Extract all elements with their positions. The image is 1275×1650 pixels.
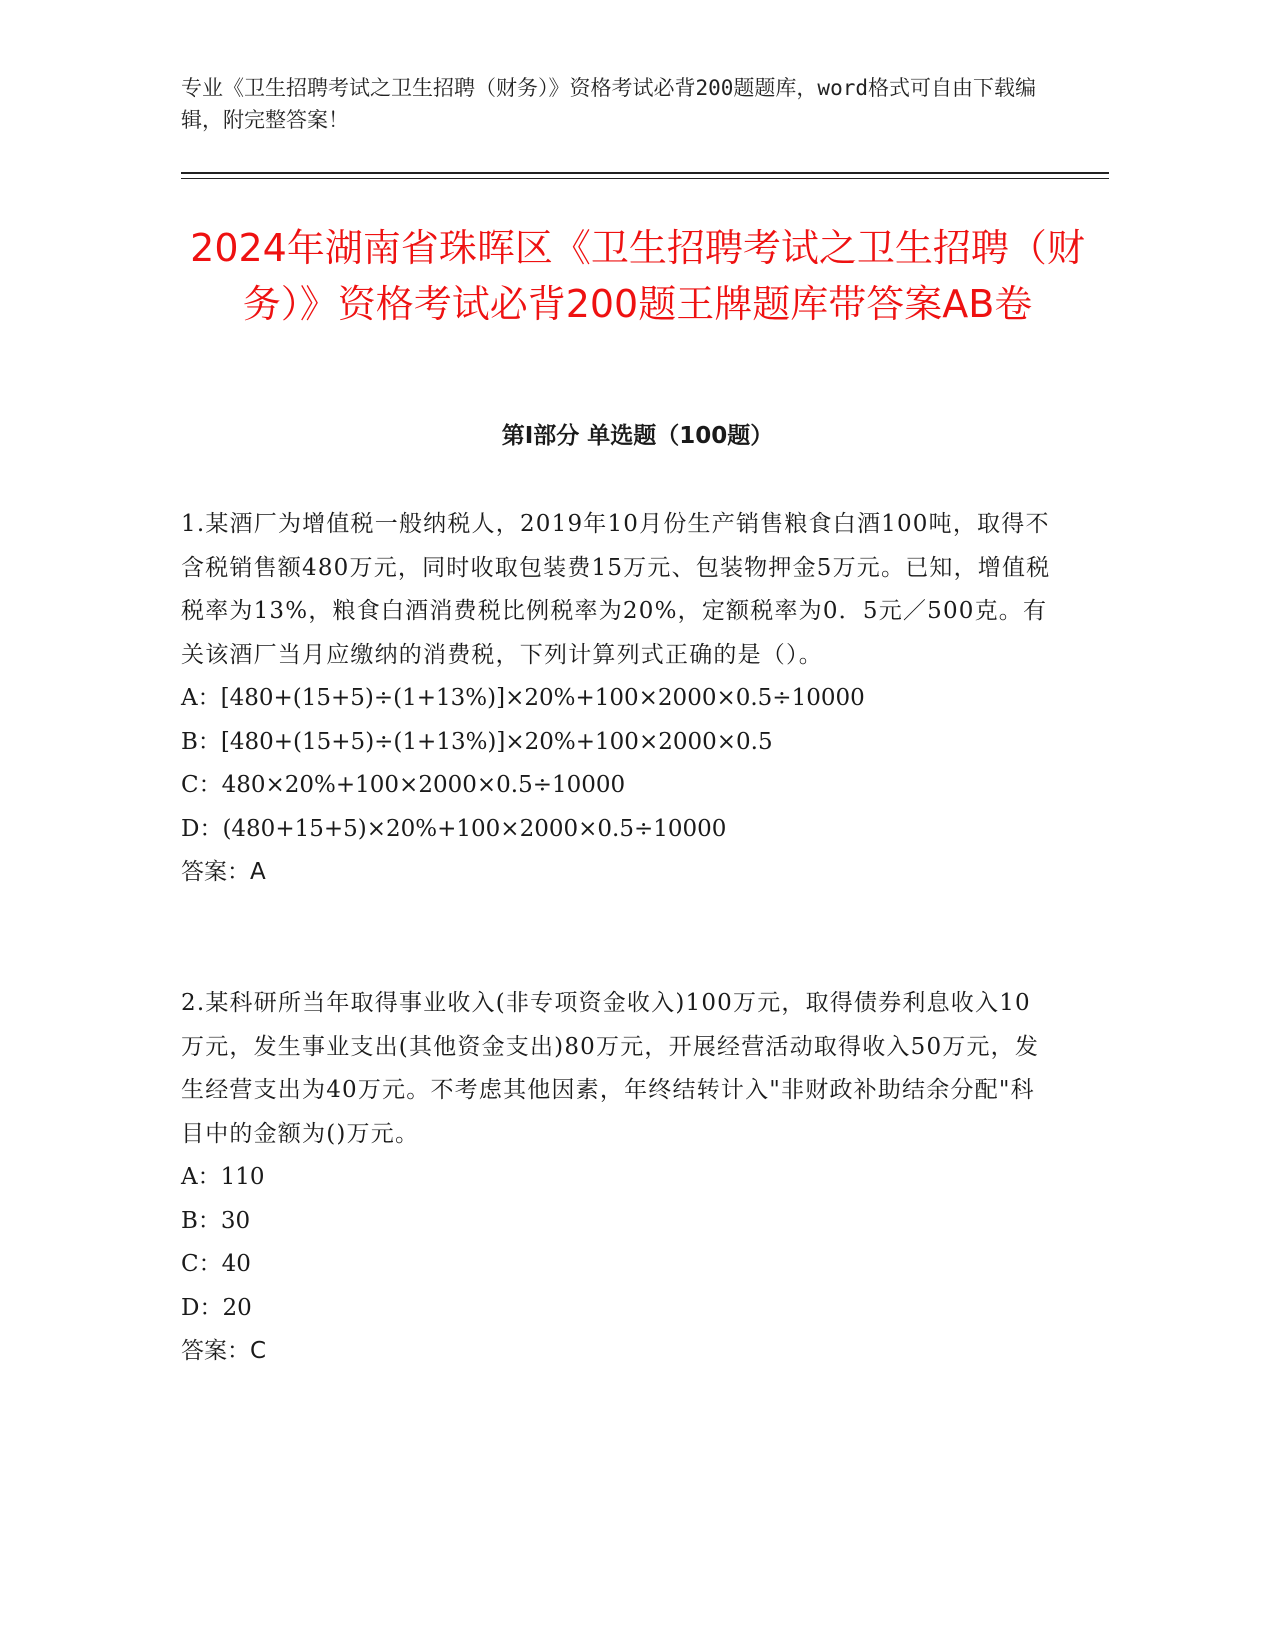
answer-line: 答案：A bbox=[181, 859, 266, 885]
option-a: A：110 bbox=[181, 1164, 265, 1190]
header-note: 专业《卫生招聘考试之卫生招聘（财务）》资格考试必背200题题库，word格式可自由下载编辑，附完整答案！ bbox=[181, 76, 1036, 132]
header-divider-thick bbox=[181, 172, 1109, 174]
section-title: 第Ⅰ部分 单选题（100题） bbox=[501, 423, 774, 449]
document-title: 2024年湖南省珠晖区《卫生招聘考试之卫生招聘（财务）》资格考试必背200题王牌题库带答案AB卷 bbox=[190, 226, 1085, 326]
option-c: C：40 bbox=[181, 1251, 251, 1277]
option-d: D：(480+15+5)×20%+100×2000×0.5÷10000 bbox=[181, 815, 727, 842]
option-a: A：[480+(15+5)÷(1+13%)]×20%+100×2000×0.5÷10000 bbox=[181, 685, 865, 711]
option-b: B：[480+(15+5)÷(1+13%)]×20%+100×2000×0.5 bbox=[181, 728, 773, 755]
answer-line: 答案：C bbox=[181, 1338, 267, 1364]
question-1 bbox=[181, 503, 1051, 895]
option-d: D：20 bbox=[181, 1294, 252, 1321]
question-stem: 1.某酒厂为增值税一般纳税人，2019年10月份生产销售粮食白酒100吨，取得不含税销售额480万元，同时收取包装费15万元、包装物押金5万元。已知，增值税税率为13%，粮食白酒消费税比例税率为20%，定额税率为0．5元／500克。有关该酒厂当月应缴纳的消费税，下列计算列式正确的是（）。 bbox=[181, 511, 1051, 668]
question-stem: 2.某科研所当年取得事业收入(非专项资金收入)100万元，取得债券利息收入10万元，发生事业支出(其他资金支出)80万元，开展经营活动取得收入50万元，发生经营支出为40万元。不考虑其他因素，年终结转计入"非财政补助结余分配"科目中的金额为()万元。 bbox=[181, 990, 1040, 1147]
option-b: B：30 bbox=[181, 1207, 251, 1234]
header-divider-thin bbox=[181, 178, 1109, 179]
option-c: C：480×20%+100×2000×0.5÷10000 bbox=[181, 772, 626, 798]
question-2 bbox=[181, 982, 1051, 1374]
